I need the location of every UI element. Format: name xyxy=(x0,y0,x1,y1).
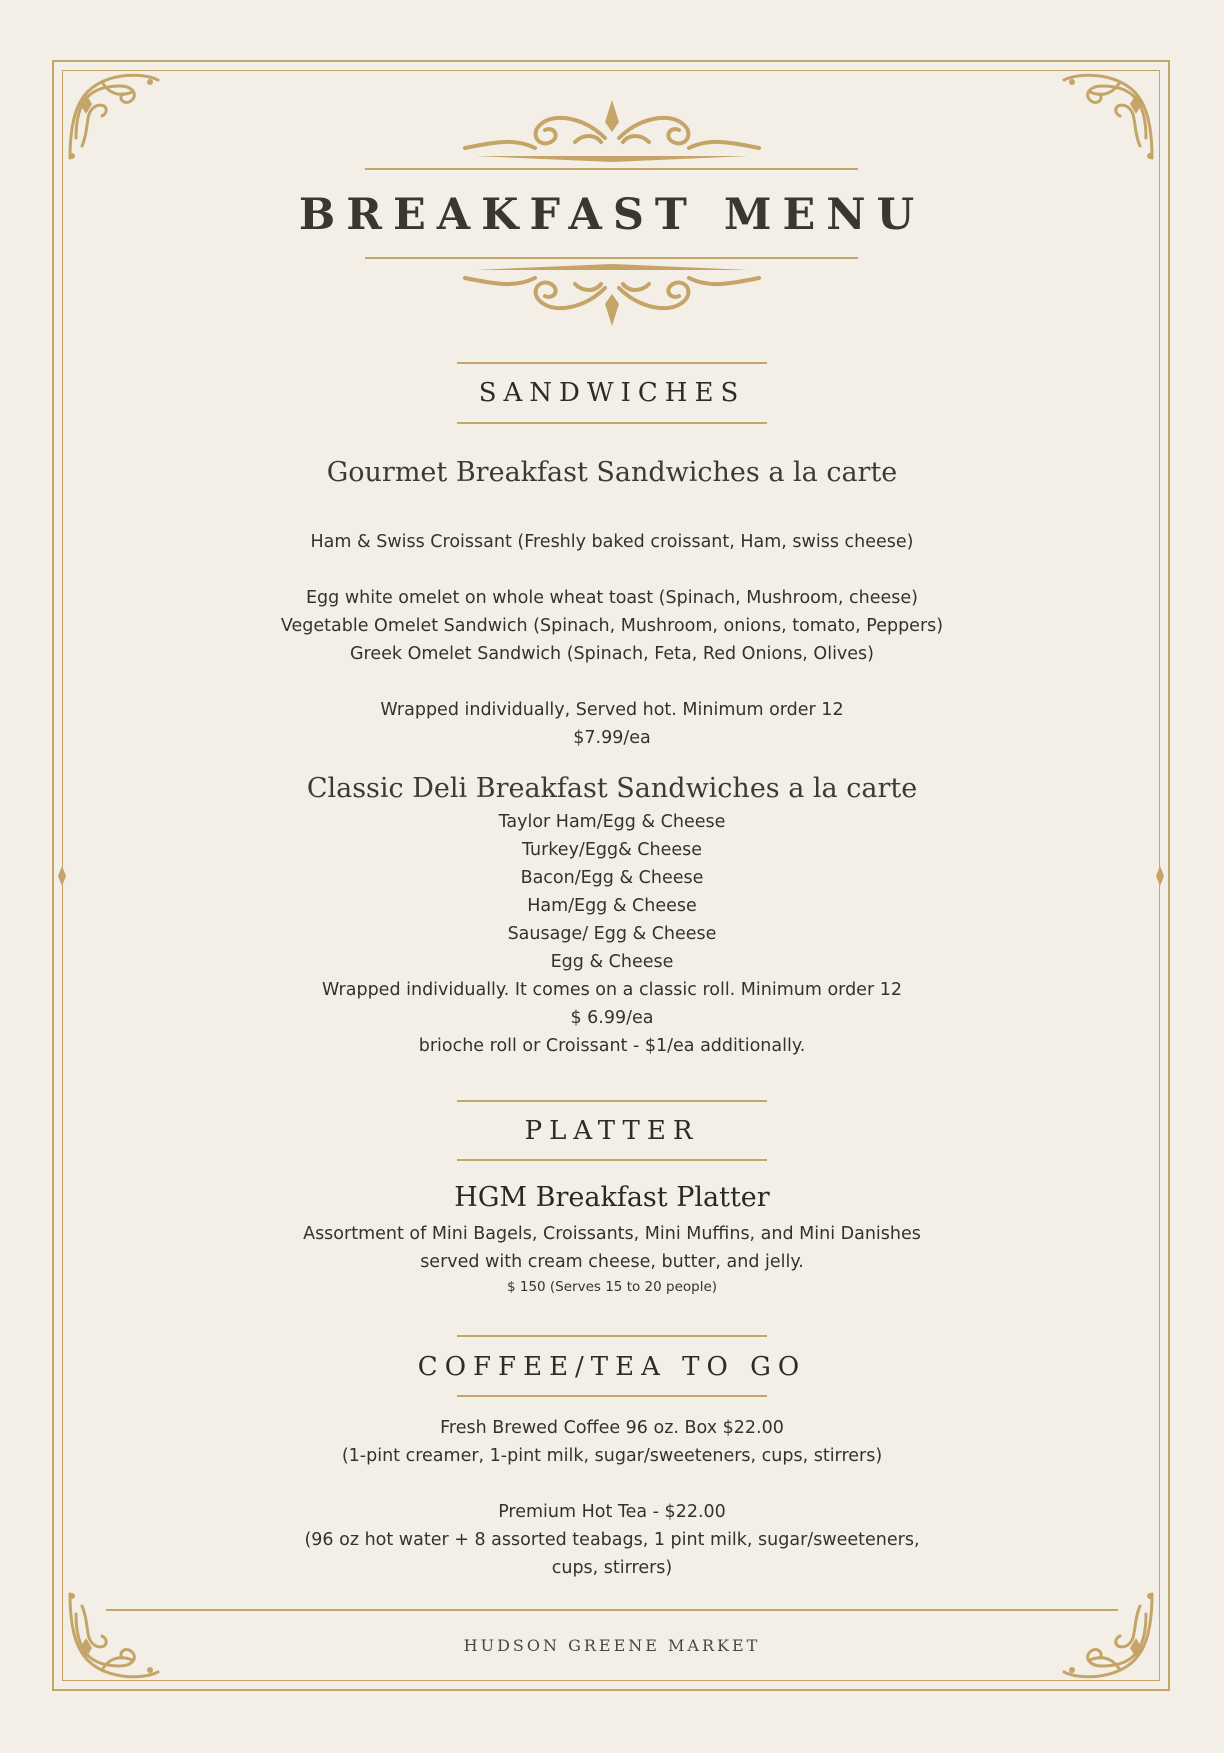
flourish-corner-icon xyxy=(1060,1584,1160,1684)
menu-item: Egg white omelet on whole wheat toast (Spinach, Mushroom, cheese) xyxy=(306,588,918,608)
section-rule xyxy=(457,1335,767,1337)
gourmet-title: Gourmet Breakfast Sandwiches a la carte xyxy=(326,457,898,488)
footer-rule xyxy=(106,1609,1118,1611)
section-rule xyxy=(457,362,767,364)
page-title: BREAKFAST MENU xyxy=(298,190,926,240)
scroll-ornament-icon xyxy=(455,98,769,164)
platter-description: Assortment of Mini Bagels, Croissants, Mini Muffins, and Mini Danishes xyxy=(303,1224,921,1244)
footer-business-name: HUDSON GREENE MARKET xyxy=(463,1636,761,1655)
menu-price: $ 6.99/ea xyxy=(570,1008,654,1028)
menu-item: Bacon/Egg & Cheese xyxy=(520,868,704,888)
flourish-corner-icon xyxy=(1060,68,1160,168)
menu-note: Wrapped individually, Served hot. Minimum order 12 xyxy=(380,700,844,720)
tea-item: Premium Hot Tea - $22.00 xyxy=(498,1502,726,1522)
flourish-corner-icon xyxy=(62,68,162,168)
menu-item: Greek Omelet Sandwich (Spinach, Feta, Red Onions, Olives) xyxy=(349,644,875,664)
coffee-item: Fresh Brewed Coffee 96 oz. Box $22.00 xyxy=(440,1418,784,1438)
platter-price: $ 150 (Serves 15 to 20 people) xyxy=(506,1279,718,1295)
menu-addon: brioche roll or Croissant - $1/ea additionally. xyxy=(418,1036,806,1056)
section-heading-platter: PLATTER xyxy=(524,1116,700,1146)
section-rule xyxy=(457,1159,767,1161)
menu-item: Turkey/Egg& Cheese xyxy=(521,840,703,860)
title-bottom-rule xyxy=(365,257,858,259)
section-rule xyxy=(457,1395,767,1397)
section-heading-coffee: COFFEE/TEA TO GO xyxy=(417,1352,807,1382)
scroll-ornament-icon xyxy=(455,262,769,328)
platter-description: served with cream cheese, butter, and jelly. xyxy=(420,1252,804,1272)
coffee-details: (1-pint creamer, 1-pint milk, sugar/sweeteners, cups, stirrers) xyxy=(341,1446,883,1466)
section-rule xyxy=(457,422,767,424)
tea-details: (96 oz hot water + 8 assorted teabags, 1 pint milk, sugar/sweeteners, xyxy=(304,1530,920,1550)
menu-item: Vegetable Omelet Sandwich (Spinach, Mushroom, onions, tomato, Peppers) xyxy=(280,616,944,636)
menu-item: Ham & Swiss Croissant (Freshly baked croissant, Ham, swiss cheese) xyxy=(310,532,914,552)
tea-details: cups, stirrers) xyxy=(551,1558,673,1578)
title-top-rule xyxy=(365,168,858,170)
section-heading-sandwiches: SANDWICHES xyxy=(478,378,746,408)
platter-title: HGM Breakfast Platter xyxy=(454,1182,770,1213)
section-rule xyxy=(457,1100,767,1102)
menu-item: Ham/Egg & Cheese xyxy=(527,896,697,916)
flourish-corner-icon xyxy=(62,1584,162,1684)
menu-item: Sausage/ Egg & Cheese xyxy=(507,924,717,944)
menu-item: Taylor Ham/Egg & Cheese xyxy=(498,812,726,832)
deli-title: Classic Deli Breakfast Sandwiches a la carte xyxy=(306,773,918,804)
menu-note: Wrapped individually. It comes on a classic roll. Minimum order 12 xyxy=(322,980,902,1000)
menu-item: Egg & Cheese xyxy=(550,952,674,972)
menu-price: $7.99/ea xyxy=(573,728,651,748)
